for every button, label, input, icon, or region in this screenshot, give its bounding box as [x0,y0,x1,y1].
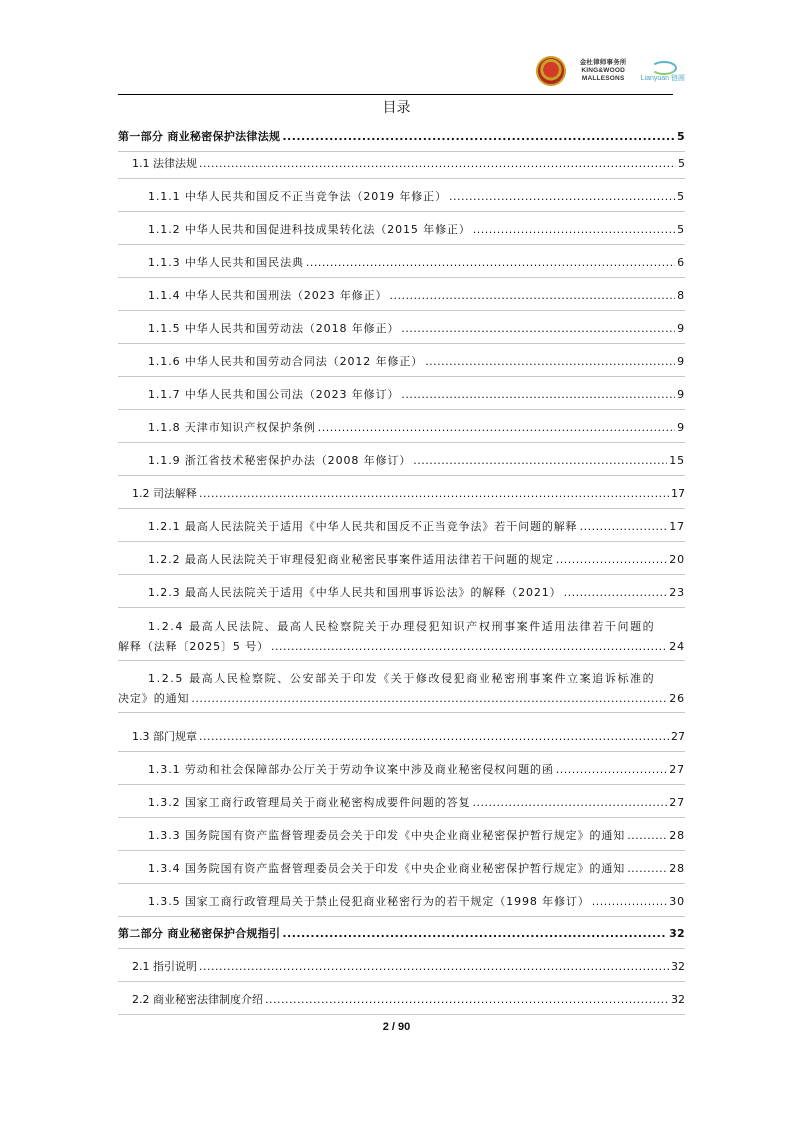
toc-leader-dots [271,640,667,654]
toc-leader-dots [265,993,669,1007]
toc-row-separator [118,211,685,212]
toc-row-separator [118,310,685,311]
toc-entry-title: 1.3 部门规章 [132,730,197,743]
toc-entry[interactable] [118,553,685,567]
toc-entry[interactable] [118,960,685,974]
toc-row-separator [118,508,685,509]
toc-row-separator [118,574,685,575]
header-rule [118,94,673,95]
toc-entry-page: 30 [669,895,685,908]
toc-row-separator [118,916,685,917]
toc-leader-dots [401,322,675,336]
toc-leader-dots [556,763,667,777]
toc-entry[interactable] [118,586,685,600]
toc-entry-title: 1.3.4 国务院国有资产监督管理委员会关于印发《中央企业商业秘密保护暂行规定》的通知 [148,862,626,875]
toc-leader-dots [199,487,669,501]
toc-entry-page: 17 [669,520,685,533]
toc-entry[interactable] [118,763,685,777]
toc-leader-dots [627,829,667,843]
toc-row-separator [118,343,685,344]
toc-entry[interactable] [118,454,685,468]
toc-leader-dots [472,796,667,810]
toc-entry-title: 1.3.2 国家工商行政管理局关于商业秘密构成要件问题的答复 [148,796,471,809]
toc-entry-title: 1.1.8 天津市知识产权保护条例 [148,421,316,434]
toc-entry-title: 1.2 司法解释 [132,487,197,500]
toc-entry-page: 20 [669,553,685,566]
lianyuan-mark-icon [647,59,679,73]
toc-entry-title: 1.1.5 中华人民共和国劳动法（2018 年修正） [148,322,400,335]
toc-entry[interactable] [118,862,685,876]
toc-entry-title: 1.2.1 最高人民法院关于适用《中华人民共和国反不正当竞争法》若干问题的解释 [148,520,578,533]
toc-leader-dots [580,520,668,534]
toc-entry-title-line1: 1.2.4 最高人民法院、最高人民检察院关于办理侵犯知识产权刑事案件适用法律若干问题的 [148,620,656,633]
toc-row-separator [118,981,685,982]
toc-row-separator [118,948,685,949]
toc-entry[interactable] [118,130,685,144]
toc-entry[interactable] [118,620,685,654]
toc-entry-title: 1.1.2 中华人民共和国促进科技成果转化法（2015 年修正） [148,223,471,236]
toc-row-separator [118,712,685,713]
toc-row-separator [118,660,685,661]
toc-entry[interactable] [118,223,685,237]
toc-entry[interactable] [118,190,685,204]
toc-leader-dots [564,586,668,600]
toc-entry-title: 1.2.2 最高人民法院关于审理侵犯商业秘密民事案件适用法律若干问题的规定 [148,553,554,566]
toc-entry-title: 2.1 指引说明 [132,960,197,973]
toc-entry[interactable] [118,927,685,941]
toc-row-separator [118,475,685,476]
toc-entry-page: 27 [669,796,685,809]
toc-entry-title-line1: 1.2.5 最高人民检察院、公安部关于印发《关于修改侵犯商业秘密刑事案件立案追诉标准的 [148,672,656,685]
toc-entry-page: 23 [669,586,685,599]
toc-row-separator [118,1014,685,1015]
toc-entry-page: 5 [677,130,685,143]
toc-row-separator [118,409,685,410]
toc-entry[interactable] [118,487,685,501]
toc-entry-title: 1.1 法律法规 [132,157,197,170]
toc-leader-dots [306,256,675,270]
toc-leader-dots [473,223,675,237]
toc-entry-page: 28 [669,829,685,842]
toc-entry-page: 8 [677,289,685,302]
toc-entry-page: 9 [677,421,685,434]
toc-entry[interactable] [118,730,685,744]
toc-entry-title: 1.3.1 劳动和社会保障部办公厅关于劳动争议案中涉及商业秘密侵权问题的函 [148,763,554,776]
toc-entry-title: 决定》的通知 [118,692,190,705]
toc-leader-dots [199,157,676,171]
toc-entry-title: 1.2.3 最高人民法院关于适用《中华人民共和国刑事诉讼法》的解释（2021） [148,586,562,599]
toc-entry-title: 1.1.1 中华人民共和国反不正当竞争法（2019 年修正） [148,190,447,203]
toc-entry[interactable] [118,355,685,369]
toc-entry-title: 2.2 商业秘密法律制度介绍 [132,993,263,1006]
toc-row-separator [118,442,685,443]
toc-leader-dots [627,862,667,876]
toc-entry-page: 5 [678,157,685,170]
toc-row-separator [118,751,685,752]
toc-leader-dots [191,692,667,706]
toc-leader-dots [425,355,675,369]
police-emblem-icon [536,56,566,86]
toc-entry-page: 32 [671,993,685,1006]
toc-entry-page: 6 [677,256,685,269]
toc-row-separator [118,151,685,152]
toc-entry-page: 32 [671,960,685,973]
toc-entry[interactable] [118,421,685,435]
toc-entry-page: 27 [669,763,685,776]
toc-leader-dots [413,454,667,468]
toc-row-separator [118,817,685,818]
toc-leader-dots [282,130,675,144]
toc-entry[interactable] [118,157,685,171]
toc-entry[interactable] [118,322,685,336]
toc-entry-title: 1.1.9 浙江省技术秘密保护办法（2008 年修订） [148,454,412,467]
kwm-logo-cn: 金杜律师事务所 [579,59,627,66]
toc-leader-dots [389,289,675,303]
toc-leader-dots [318,421,675,435]
toc-entry-page: 27 [671,730,685,743]
toc-leader-dots [282,927,667,941]
toc-leader-dots [556,553,667,567]
toc-entry-title: 解释（法释〔2025〕5 号） [118,640,269,653]
toc-entry[interactable] [118,672,685,706]
toc-entry-page: 9 [677,388,685,401]
toc-row-separator [118,376,685,377]
kwm-logo-en1: KING&WOOD [581,67,626,74]
toc-entry-page: 9 [677,355,685,368]
toc-entry-page: 28 [669,862,685,875]
toc-row-separator [118,277,685,278]
lianyuan-logo-text: Lianyuan 链圆 [640,75,685,82]
toc-leader-dots [199,960,669,974]
toc-leader-dots [592,895,667,909]
toc-row-separator [118,541,685,542]
header-logos [536,56,685,86]
kwm-logo-en2: MALLESONS [581,75,625,82]
page-number: 2 / 90 [382,1021,411,1033]
toc-entry[interactable] [118,796,685,810]
toc-entry-page: 24 [669,640,685,653]
toc-leader-dots [401,388,675,402]
toc-entry-title: 第二部分 商业秘密保护合规指引 [118,927,281,940]
toc-row-separator [118,244,685,245]
toc-entry[interactable] [118,388,685,402]
toc-leader-dots [199,730,669,744]
toc-entry-page: 32 [669,927,685,940]
kwm-logo [580,59,627,83]
toc-entry[interactable] [118,829,685,843]
toc-entry-page: 5 [677,223,685,236]
toc-entry-page: 15 [669,454,685,467]
toc-entry-page: 9 [677,322,685,335]
toc-entry-title: 1.1.7 中华人民共和国公司法（2023 年修订） [148,388,400,401]
toc-entry[interactable] [118,895,685,909]
toc-entry-title: 1.1.3 中华人民共和国民法典 [148,256,304,269]
toc-entry-title: 1.3.5 国家工商行政管理局关于禁止侵犯商业秘密行为的若干规定（1998 年修订） [148,895,590,908]
toc-entry[interactable] [118,520,685,534]
toc-entry-page: 17 [671,487,685,500]
toc-entry-title: 1.1.6 中华人民共和国劳动合同法（2012 年修正） [148,355,424,368]
toc-entry-page: 5 [677,190,685,203]
toc-entry[interactable] [118,256,685,270]
toc-entry[interactable] [118,289,685,303]
toc-title: 目录 [382,100,411,116]
toc-leader-dots [449,190,675,204]
toc-row-separator [118,784,685,785]
toc-entry-title: 1.1.4 中华人民共和国刑法（2023 年修正） [148,289,388,302]
toc-row-separator [118,850,685,851]
toc-entry-page: 26 [669,692,685,705]
toc-entry[interactable] [118,993,685,1007]
toc-row-separator [118,178,685,179]
toc-entry-title: 第一部分 商业秘密保护法律法规 [118,130,281,143]
toc-entry-title: 1.3.3 国务院国有资产监督管理委员会关于印发《中央企业商业秘密保护暂行规定》的通知 [148,829,626,842]
toc-row-separator [118,883,685,884]
lianyuan-logo [641,59,685,83]
toc-row-separator [118,607,685,608]
